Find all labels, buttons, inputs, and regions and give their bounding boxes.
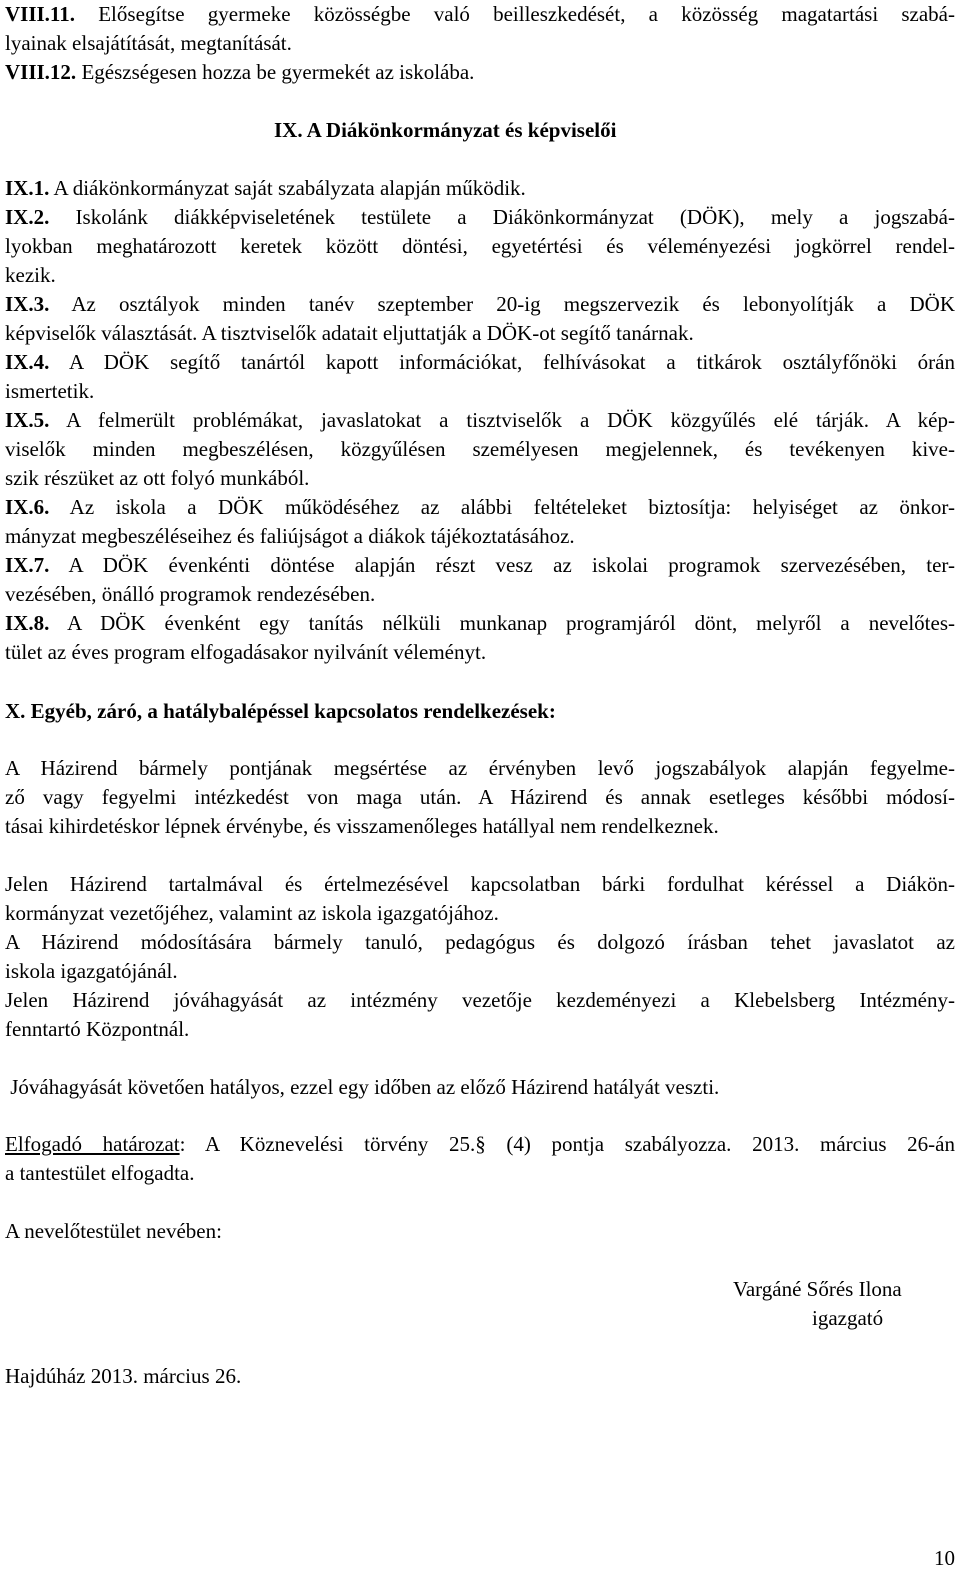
paragraph-ix-2-line2: lyokban meghatározott keretek között döntési, egyetértési és véleményezési jogkörrel rendel-: [5, 234, 955, 258]
x-para1-line1: A Házirend bármely pontjának megsértése az érvényben levő jogszabályok alapján fegyelme-: [5, 756, 955, 780]
paragraph-label: VIII.11.: [5, 2, 76, 26]
paragraph-text: Elősegítse gyermeke közösségbe való beilleszkedését, a közösség magatartási szabá-: [98, 2, 955, 26]
paragraph-text: A felmerült problémákat, javaslatokat a tisztviselők a DÖK közgyűlés elé tárják. A kép-: [66, 408, 955, 432]
paragraph-ix-5-line1: [5, 406, 955, 435]
paragraph-ix-4-line2: ismertetik.: [5, 379, 95, 403]
paragraph-ix-5-line3: szik részüket az ott folyó munkából.: [5, 466, 310, 490]
paragraph-label: IX.4.: [5, 350, 50, 374]
paragraph-label: IX.5.: [5, 408, 50, 432]
x-para6-line1: [5, 1130, 955, 1159]
paragraph-label: IX.1.: [5, 176, 50, 200]
paragraph-ix-3-line1: [5, 290, 955, 319]
paragraph-ix-4-line1: [5, 348, 955, 377]
paragraph-label: IX.7.: [5, 553, 50, 577]
paragraph-text: A diákönkormányzat saját szabályzata alapján működik.: [53, 176, 526, 200]
page-number: 10: [934, 1546, 955, 1570]
paragraph-text: Az iskola a DÖK működéséhez az alábbi feltételeket biztosítja: helyiséget az önkor-: [69, 495, 956, 519]
paragraph-text: Iskolánk diákképviseletének testülete a Diákönkormányzat (DÖK), mely a jogszabá-: [75, 205, 955, 229]
x-para1-line3: tásai kihirdetéskor lépnek érvénybe, és visszamenőleges hatállyal nem rendelkeznek.: [5, 814, 719, 838]
paragraph-text: A DÖK évenként egy tanítás nélküli munkanap programjáról dönt, melyről a nevelőtes-: [67, 611, 955, 635]
paragraph-ix-2-line3: kezik.: [5, 263, 56, 287]
x-para6-line2: a tantestület elfogadta.: [5, 1161, 195, 1185]
paragraph-viii-11-line1: [5, 0, 955, 29]
x-para3-line2: iskola igazgatójánál.: [5, 959, 178, 983]
paragraph-text: A DÖK segítő tanártól kapott információkat, felhívásokat a titkárok osztályfőnöki órán: [68, 350, 955, 374]
paragraph-ix-1: [5, 174, 526, 203]
paragraph-label: IX.2.: [5, 205, 50, 229]
x-para3-line1: A Házirend módosítására bármely tanuló, pedagógus és dolgozó írásban tehet javaslatot az: [5, 930, 955, 954]
paragraph-ix-7-line2: vezésében, önálló programok rendezésében.: [5, 582, 376, 606]
x-para1-line2: ző vagy fegyelmi intézkedést von maga után. A Házirend és annak esetleges későbbi módosí-: [5, 785, 955, 809]
x-para4-line1: Jelen Házirend jóváhagyását az intézmény vezetője kezdeményezi a Klebelsberg Intézmény-: [5, 988, 955, 1012]
section-heading-x: X. Egyéb, záró, a hatálybalépéssel kapcsolatos rendelkezések:: [5, 699, 556, 723]
paragraph-viii-11-line2: lyainak elsajátítását, megtanítását.: [5, 31, 292, 55]
resolution-label: Elfogadó határozat: [5, 1132, 180, 1156]
paragraph-label: IX.8.: [5, 611, 50, 635]
section-heading-ix: IX. A Diákönkormányzat és képviselői: [274, 118, 617, 142]
paragraph-ix-8-line2: tület az éves program elfogadásakor nyilvánít véleményt.: [5, 640, 487, 664]
paragraph-ix-6-line2: mányzat megbeszéléseihez és faliújságot a diákok tájékoztatásához.: [5, 524, 575, 548]
paragraph-ix-5-line2: viselők minden megbeszélésen, közgyűlésen személyesen megjelennek, és tevékenyen kive-: [5, 437, 955, 461]
x-para4-line2: fenntartó Központnál.: [5, 1017, 190, 1041]
paragraph-text: : A Köznevelési törvény 25.§ (4) pontja szabályozza. 2013. március 26-án: [179, 1132, 955, 1156]
x-para5: Jóváhagyását követően hatályos, ezzel egy időben az előző Házirend hatályát veszti.: [5, 1075, 720, 1099]
paragraph-label: VIII.12.: [5, 60, 77, 84]
x-para7: A nevelőtestület nevében:: [5, 1219, 222, 1243]
paragraph-viii-12: [5, 58, 474, 87]
paragraph-ix-3-line2: képviselők választását. A tisztviselők adatait eljuttatják a DÖK-ot segítő tanárnak.: [5, 321, 694, 345]
x-para2-line2: kormányzat vezetőjéhez, valamint az iskola igazgatójához.: [5, 901, 499, 925]
paragraph-label: IX.3.: [5, 292, 50, 316]
paragraph-label: IX.6.: [5, 495, 50, 519]
x-para2-line1: Jelen Házirend tartalmával és értelmezésével kapcsolatban bárki fordulhat kéréssel a Diákön-: [5, 872, 955, 896]
paragraph-text: Egészségesen hozza be gyermekét az iskolába.: [81, 60, 475, 84]
paragraph-ix-2-line1: [5, 203, 955, 232]
paragraph-ix-6-line1: [5, 493, 955, 522]
paragraph-text: Az osztályok minden tanév szeptember 20-ig megszervezik és lebonyolítják a DÖK: [71, 292, 955, 316]
signature-title: igazgató: [812, 1306, 884, 1330]
paragraph-text: A DÖK évenkénti döntése alapján részt vesz az iskolai programok szervezésében, ter-: [68, 553, 955, 577]
paragraph-ix-8-line1: [5, 609, 955, 638]
place-date: Hajdúház 2013. március 26.: [5, 1364, 242, 1388]
signature-name: Vargáné Sőrés Ilona: [733, 1277, 902, 1301]
paragraph-ix-7-line1: [5, 551, 955, 580]
